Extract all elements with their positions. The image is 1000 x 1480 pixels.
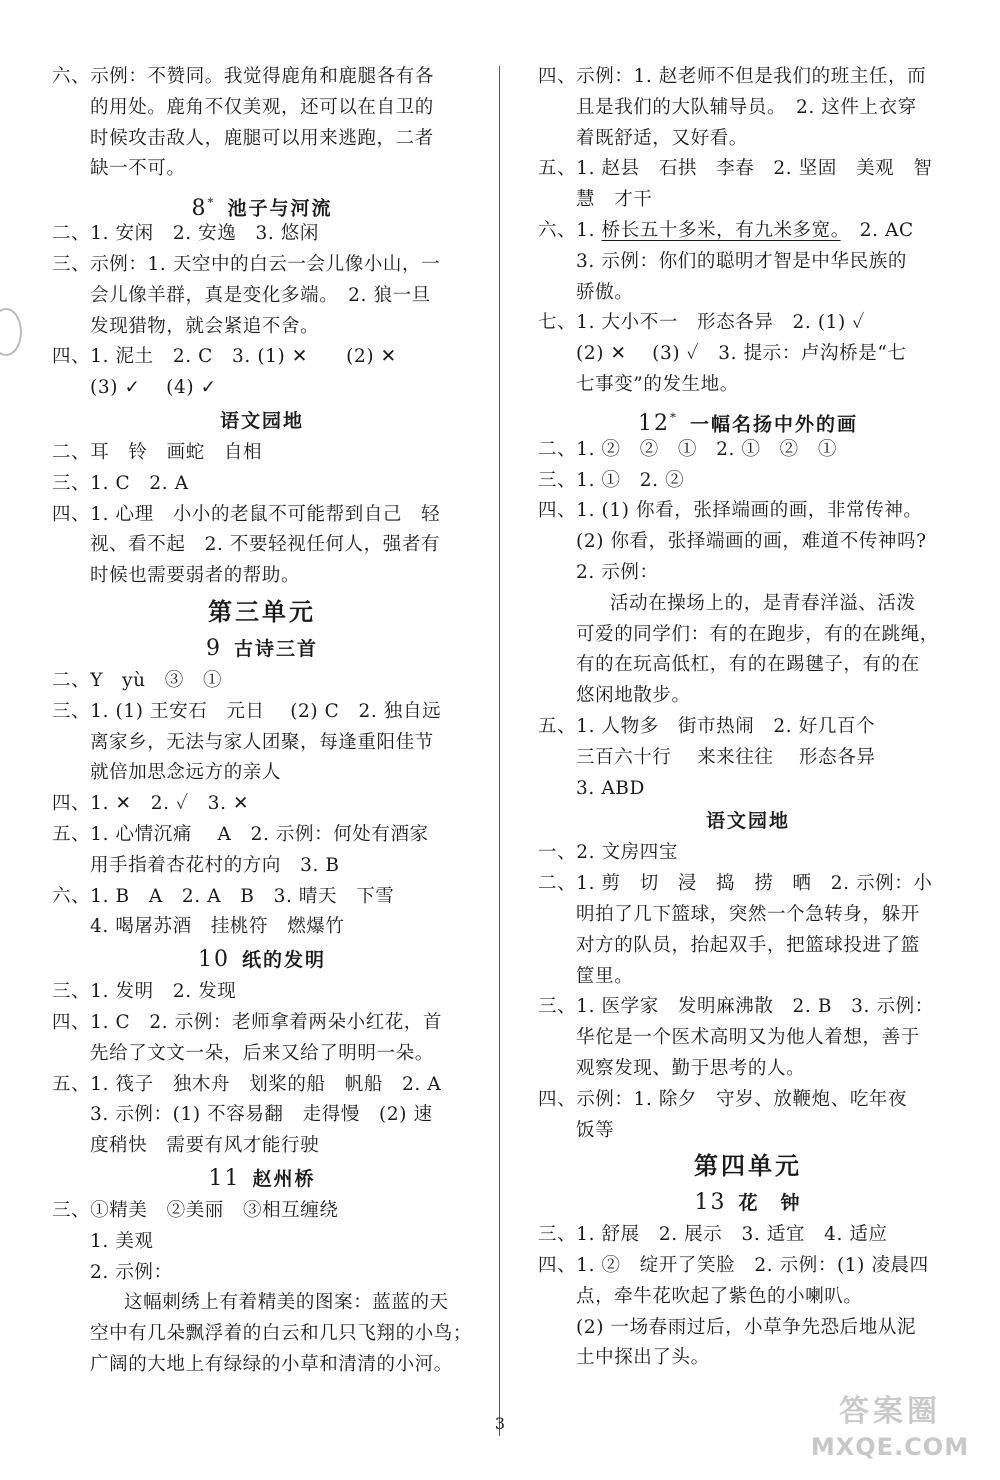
answer-line: 二、1. 剪 切 浸 捣 捞 晒 2. 示例：小 bbox=[538, 873, 933, 895]
answer-line: 2. 示例： bbox=[576, 561, 659, 583]
answer-line: 4. 喝屠苏酒 挂桃符 燃爆竹 bbox=[90, 916, 345, 938]
answer-line: 二、1. 安闲 2. 安逸 3. 悠闲 bbox=[52, 223, 319, 245]
watermark-top: 答案圈 bbox=[839, 1394, 941, 1429]
answer-text: 六、1. bbox=[538, 219, 602, 241]
answer-line: 且是我们的大队辅导员。 2. 这件上衣穿 bbox=[576, 96, 917, 118]
answer-line: 用手指着杏花村的方向 3. B bbox=[90, 854, 340, 876]
answer-line: 2. 示例： bbox=[90, 1261, 173, 1283]
answer-line bbox=[538, 216, 958, 247]
right-column bbox=[538, 62, 958, 1374]
lesson-number-text: 8 bbox=[191, 195, 208, 221]
section-heading bbox=[538, 401, 958, 435]
section-title: 语文园地 bbox=[705, 810, 790, 833]
section-title: 池子与河流 bbox=[227, 197, 333, 220]
answer-line: 三、1. ① 2. ② bbox=[538, 469, 685, 491]
answer-line: 五、1. 筏子 独木舟 划桨的船 帆船 2. A bbox=[52, 1073, 442, 1095]
answer-line: 明拍了几下篮球，突然一个急转身，躲开 bbox=[576, 903, 920, 925]
section-title: 花 钟 bbox=[738, 1192, 802, 1215]
section-heading bbox=[538, 804, 958, 838]
lesson-number-text: 9 bbox=[205, 635, 222, 661]
answer-line: 视、看不起 2. 不要轻视任何人，强者有 bbox=[90, 534, 441, 556]
section-heading bbox=[52, 943, 472, 977]
answer-line: 三、1. (1) 王安石 元日 (2) C 2. 独自远 bbox=[52, 700, 442, 722]
answer-line: 可爱的同学们：有的在跑步，有的在跳绳， bbox=[576, 623, 939, 645]
answer-line: 3. 示例：你们的聪明才智是中华民族的 bbox=[576, 250, 907, 272]
answer-line: 二、耳 铃 画蛇 自相 bbox=[52, 441, 263, 463]
answer-line: (2) 你看，张择端画的画，难道不传神吗? bbox=[576, 531, 927, 553]
lesson-number-text: 10 bbox=[197, 947, 230, 973]
lesson-number-text: 12 bbox=[637, 411, 670, 437]
answer-line: 四、1. 心理 小小的老鼠不可能帮到自己 轻 bbox=[52, 503, 441, 525]
underlined-answer: 桥长五十多米，有九米多宽。 bbox=[601, 219, 841, 241]
section-title: 赵州桥 bbox=[252, 1167, 316, 1190]
section-heading bbox=[52, 185, 472, 219]
lesson-number bbox=[206, 636, 222, 661]
answer-line: 的用处。鹿角不仅美观，还可以在自卫的 bbox=[90, 96, 434, 118]
section-title: 纸的发明 bbox=[241, 949, 326, 972]
answer-line: 观察发现、勤于思考的人。 bbox=[576, 1057, 806, 1079]
answer-line: 3. 示例：(1) 不容易翻 走得慢 (2) 速 bbox=[90, 1104, 433, 1126]
answer-line: 时候也需要弱者的帮助。 bbox=[90, 565, 301, 587]
answer-line: 广阔的大地上有绿绿的小草和清清的小河。 bbox=[90, 1353, 453, 1375]
answer-line: (3) ✓ (4) ✓ bbox=[90, 377, 217, 399]
answer-line: 悠闲地散步。 bbox=[576, 685, 691, 707]
answer-line: 三、1. 舒展 2. 展示 3. 适宜 4. 适应 bbox=[538, 1224, 888, 1246]
lesson-number bbox=[694, 1190, 726, 1215]
answer-line: (2) ✕ (3) ✓ 3. 提示：卢沟桥是“七 bbox=[576, 343, 907, 365]
watermark-bottom: MXQE.COM bbox=[810, 1433, 970, 1461]
unit-title: 第三单元 bbox=[208, 597, 316, 626]
lesson-number bbox=[208, 1166, 240, 1191]
answer-line: 离家乡，无法与家人团聚，每逢重阳佳节 bbox=[90, 731, 434, 753]
lesson-number-text: 11 bbox=[208, 1165, 241, 1191]
answer-line: 空中有几朵飘浮着的白云和几只飞翔的小鸟； bbox=[90, 1323, 473, 1345]
answer-line: 缺一不可。 bbox=[90, 158, 186, 180]
answer-line: 四、示例：1. 赵老师不但是我们的班主任，而 bbox=[538, 66, 927, 87]
section-heading bbox=[52, 1162, 472, 1196]
answer-line: 四、示例：1. 除夕 守岁、放鞭炮、吃年夜 bbox=[538, 1088, 908, 1110]
answer-line: 会儿像羊群，真是变化多端。 2. 狼一旦 bbox=[90, 284, 431, 306]
answer-line: 三、示例：1. 天空中的白云一会儿像小山，一 bbox=[52, 253, 441, 275]
answer-line: 对方的队员，抬起双手，把篮球投进了篮 bbox=[576, 934, 920, 956]
binding-mark bbox=[0, 308, 22, 356]
answer-line: 土中探出了头。 bbox=[576, 1347, 710, 1369]
answer-line: 筐里。 bbox=[576, 965, 634, 987]
answer-text-tail: 2. AC bbox=[840, 219, 914, 241]
answer-line: 四、1. ✕ 2. ✓ 3. ✕ bbox=[52, 793, 250, 815]
answer-line: 四、1. C 2. 示例：老师拿着两朵小红花，首 bbox=[52, 1011, 443, 1033]
section-heading bbox=[52, 404, 472, 438]
lesson-number bbox=[638, 411, 678, 436]
answer-line: 发现猎物，就会紧追不舍。 bbox=[90, 315, 320, 337]
answer-line: 华佗是一个医术高明又为他人着想，善于 bbox=[576, 1027, 920, 1049]
optional-lesson-mark: * bbox=[669, 410, 678, 425]
answer-line: 1. 美观 bbox=[90, 1230, 154, 1252]
answer-line: 五、1. 赵县 石拱 李春 2. 坚固 美观 智 bbox=[538, 158, 933, 180]
answer-line: 七事变”的发生地。 bbox=[576, 373, 739, 395]
answer-line: 二、Y yù ③ ① bbox=[52, 669, 223, 691]
answer-line: 三、1. 医学家 发明麻沸散 2. B 3. 示例： bbox=[538, 996, 934, 1018]
watermark-logo bbox=[800, 1392, 980, 1472]
left-column bbox=[52, 62, 472, 1381]
section-heading bbox=[538, 1186, 958, 1220]
answer-line: 点，牵牛花吹起了紫色的小喇叭。 bbox=[576, 1285, 863, 1307]
answer-line: 就倍加思念远方的亲人 bbox=[90, 762, 282, 784]
answer-line: 三、①精美 ②美丽 ③相互缠绕 bbox=[52, 1199, 339, 1221]
answer-line: 三、1. C 2. A bbox=[52, 472, 189, 494]
section-title: 古诗三首 bbox=[233, 637, 318, 660]
answer-line: 四、1. 泥土 2. C 3. (1) ✕ (2) ✕ bbox=[52, 346, 397, 368]
answer-line: 六、示例：不赞同。我觉得鹿角和鹿腿各有各 bbox=[52, 66, 435, 87]
unit-title: 第四单元 bbox=[694, 1152, 802, 1181]
answer-line: 七、1. 大小不一 形态各异 2. (1) ✓ bbox=[538, 312, 865, 334]
answer-line: 五、1. 人物多 街市热闹 2. 好几百个 bbox=[538, 715, 876, 737]
answer-line: 二、1. ② ② ① 2. ① ② ① bbox=[538, 438, 837, 460]
answer-line: 慧 才干 bbox=[576, 189, 653, 211]
optional-lesson-mark: * bbox=[207, 195, 216, 210]
answer-line: 三百六十行 来来往往 形态各异 bbox=[576, 746, 876, 768]
column-divider bbox=[499, 66, 500, 1436]
answer-line: 四、1. (1) 你看，张择端画的画，非常传神。 bbox=[538, 500, 923, 522]
answer-line: (2) 一场春雨过后，小草争先恐后地从泥 bbox=[576, 1316, 917, 1338]
section-heading bbox=[52, 632, 472, 666]
section-title: 一幅名扬中外的画 bbox=[689, 413, 858, 436]
lesson-number bbox=[191, 196, 215, 221]
lesson-number bbox=[198, 947, 230, 972]
answer-line: 饭等 bbox=[576, 1119, 615, 1141]
answer-line: 有的在玩高低杠，有的在踢毽子，有的在 bbox=[576, 654, 920, 676]
answer-line: 四、1. ② 绽开了笑脸 2. 示例：(1) 凌晨四 bbox=[538, 1255, 929, 1277]
answer-line: 3. ABD bbox=[576, 777, 645, 799]
answer-line: 活动在操场上的，是青春洋溢、活泼 bbox=[610, 592, 916, 614]
answer-line: 着既舒适，又好看。 bbox=[576, 127, 748, 149]
answer-line: 六、1. B A 2. A B 3. 晴天 下雪 bbox=[52, 885, 395, 907]
answer-line: 先给了文文一朵，后来又给了明明一朵。 bbox=[90, 1042, 434, 1064]
page-number: 3 bbox=[494, 1414, 506, 1433]
answer-line: 三、1. 发明 2. 发现 bbox=[52, 981, 237, 1003]
answer-line: 这幅刺绣上有着精美的图案：蓝蓝的天 bbox=[124, 1292, 449, 1314]
answer-line: 五、1. 心情沉痛 A 2. 示例：何处有酒家 bbox=[52, 823, 429, 845]
section-title: 语文园地 bbox=[219, 409, 304, 432]
answer-line: 骄傲。 bbox=[576, 281, 634, 303]
answer-line: 一、2. 文房四宝 bbox=[538, 842, 678, 864]
answer-line: 度稍快 需要有风才能行驶 bbox=[90, 1135, 320, 1157]
answer-line: 时候攻击敌人，鹿腿可以用来逃跑，二者 bbox=[90, 127, 434, 149]
lesson-number-text: 13 bbox=[694, 1190, 727, 1216]
